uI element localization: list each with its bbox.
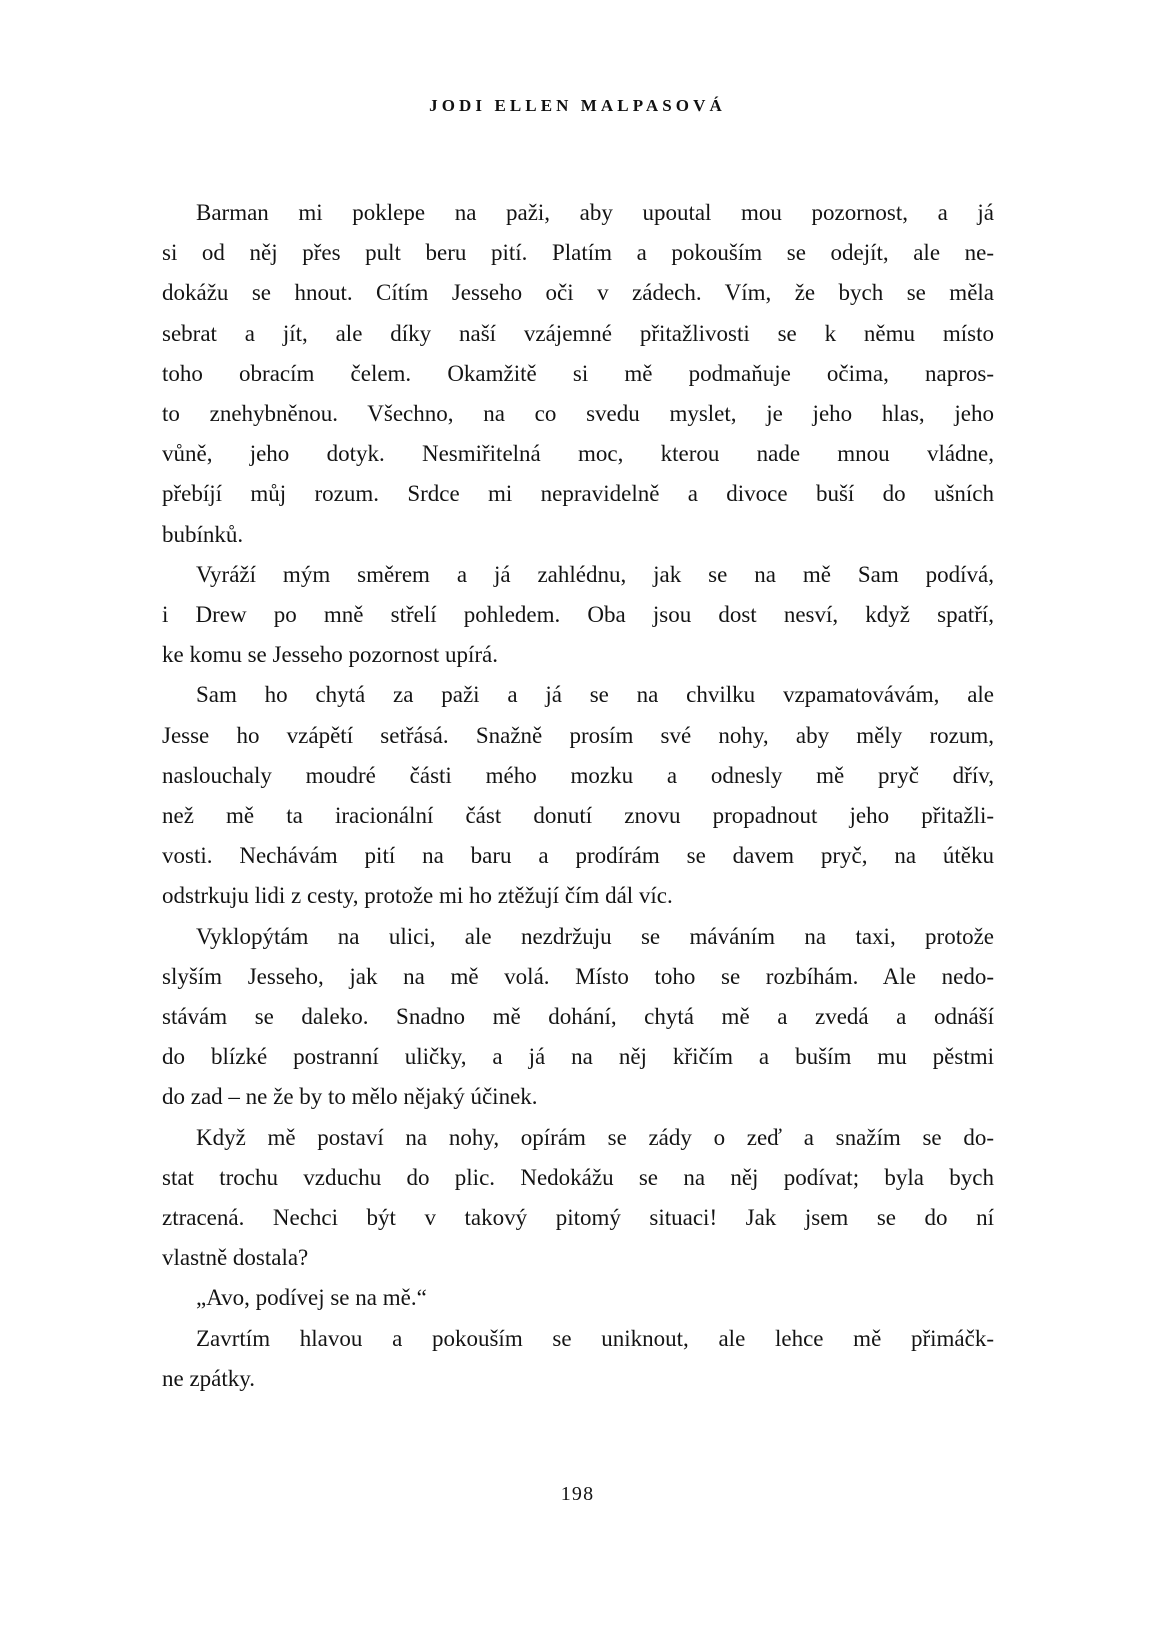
text-line: Barman mi poklepe na paži, aby upoutal mou pozornost, a já: [196, 200, 994, 225]
text-line: Vyráží mým směrem a já zahlédnu, jak se na mě Sam podívá,: [196, 561, 994, 587]
running-header-author: JODI ELLEN MALPASOVÁ: [429, 96, 726, 115]
text-line: „Avo, podívej se na mě.“: [196, 1285, 427, 1311]
text-line: si od něj přes pult beru pití. Platím a pokouším se odejít, ale ne-: [162, 240, 994, 266]
text-line: to znehybněnou. Všechno, na co svedu myslet, je jeho hlas, jeho: [162, 401, 994, 427]
body-text: [162, 193, 994, 1399]
text-line: stávám se daleko. Snadno mě dohání, chytá mě a zvedá a odnáší: [162, 1004, 994, 1030]
text-line: dokážu se hnout. Cítím Jesseho oči v zádech. Vím, že bych se měla: [162, 280, 994, 306]
text-line: vlastně dostala?: [162, 1245, 309, 1271]
text-line: ztracená. Nechci být v takový pitomý situaci! Jak jsem se do ní: [162, 1205, 994, 1231]
page-number: 198: [560, 1483, 595, 1505]
text-line: Sam ho chytá za paži a já se na chvilku vzpamatovávám, ale: [196, 682, 994, 708]
text-line: odstrkuju lidi z cesty, protože mi ho ztěžují čím dál víc.: [162, 883, 673, 909]
text-line: bubínků.: [162, 521, 244, 547]
text-line: i Drew po mně střelí pohledem. Oba jsou dost nesví, když spatří,: [162, 602, 994, 628]
text-line: do blízké postranní uličky, a já na něj křičím a buším mu pěstmi: [162, 1044, 994, 1070]
text-line: sebrat a jít, ale díky naší vzájemné přitažlivosti se k němu místo: [162, 320, 994, 346]
text-line: vosti. Nechávám pití na baru a prodírám se davem pryč, na útěku: [162, 843, 994, 869]
text-line: ne zpátky.: [162, 1365, 256, 1391]
text-line: stat trochu vzduchu do plic. Nedokážu se na něj podívat; byla bych: [162, 1164, 994, 1190]
text-line: než mě ta iracionální část donutí znovu propadnout jeho přitažli-: [162, 803, 994, 829]
text-line: Zavrtím hlavou a pokouším se uniknout, ale lehce mě přimáčk-: [196, 1325, 994, 1351]
text-line: Vyklopýtám na ulici, ale nezdržuju se máváním na taxi, protože: [196, 923, 994, 949]
text-line: toho obracím čelem. Okamžitě si mě podmaňuje očima, napros-: [162, 360, 994, 386]
text-line: přebíjí můj rozum. Srdce mi nepravidelně a divoce buší do ušních: [162, 481, 994, 507]
text-line: ke komu se Jesseho pozornost upírá.: [162, 642, 498, 668]
text-line: naslouchaly moudré části mého mozku a odnesly mě pryč dřív,: [162, 762, 994, 788]
text-line: vůně, jeho dotyk. Nesmiřitelná moc, kterou nade mnou vládne,: [162, 441, 994, 467]
text-line: slyším Jesseho, jak na mě volá. Místo toho se rozbíhám. Ale nedo-: [162, 963, 994, 989]
text-line: Jesse ho vzápětí setřásá. Snažně prosím své nohy, aby měly rozum,: [162, 722, 994, 748]
text-line: do zad – ne že by to mělo nějaký účinek.: [162, 1084, 538, 1110]
text-line: Když mě postaví na nohy, opírám se zády o zeď a snažím se do-: [196, 1124, 994, 1150]
